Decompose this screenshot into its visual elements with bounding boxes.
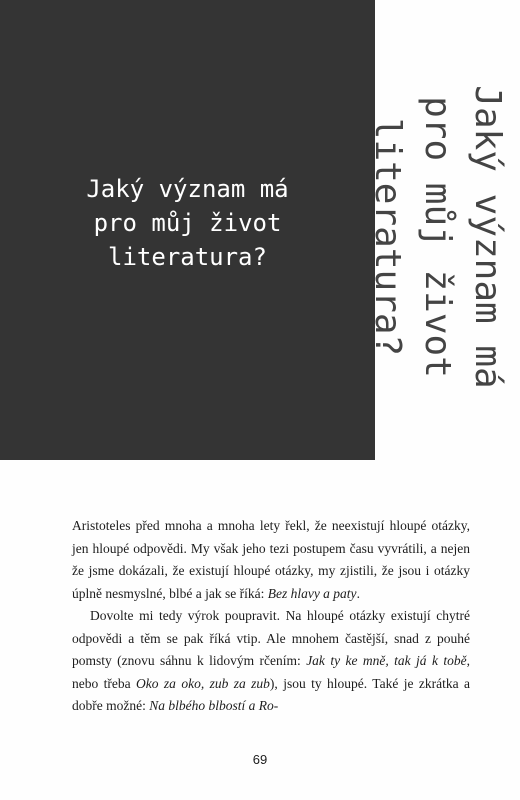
rotated-title-strip bbox=[367, 0, 520, 460]
rotated-title-line: Jaký význam má bbox=[467, 85, 508, 389]
italic-run: Oko za oko, zub za zub bbox=[136, 675, 270, 691]
text-run: Dovolte mi tedy výrok poupravit. Na hloupé otázky existují chytré odpovědi a těm se pak říká vtip. Ale mnohem častější, snad z pouhé pomsty (znovu sáhnu k lidovým rčením: bbox=[72, 608, 470, 668]
chapter-title bbox=[0, 172, 375, 274]
text-run: . bbox=[356, 585, 360, 601]
italic-run: Jak ty ke mně, tak já k tobě bbox=[306, 653, 467, 668]
page-number: 69 bbox=[252, 752, 268, 767]
body-text bbox=[72, 515, 470, 718]
paragraph bbox=[72, 515, 470, 605]
rotated-chapter-title bbox=[362, 22, 512, 452]
rotated-title-line: pro můj život bbox=[417, 96, 458, 378]
chapter-title-line: pro můj život bbox=[93, 209, 282, 237]
chapter-title-line: literatura? bbox=[108, 243, 267, 271]
text-run: Aristoteles před mnoha a mnoha lety řekl, že neexistují hloupé otázky, jen hloupé odpovědi. My však jeho tezi postupem času vyvrátili, a nejen že jsme dokázali, že existují hloupé otázky, my zjistili, že jsou i otázky úplně nesmyslné, blbé a jak se říká: bbox=[72, 518, 470, 601]
italic-run: Na blbého blbostí a Ro- bbox=[149, 698, 279, 713]
text-run: ), jsou ty hloupé. Také je zkrátka a dobře možné: bbox=[72, 675, 470, 713]
paragraph bbox=[72, 605, 470, 718]
text-run: , nebo třeba bbox=[72, 653, 470, 691]
italic-run: Bez hlavy a paty bbox=[267, 585, 357, 601]
rotated-title-line: literatura? bbox=[367, 117, 408, 357]
chapter-title-line: Jaký význam má bbox=[86, 175, 289, 203]
